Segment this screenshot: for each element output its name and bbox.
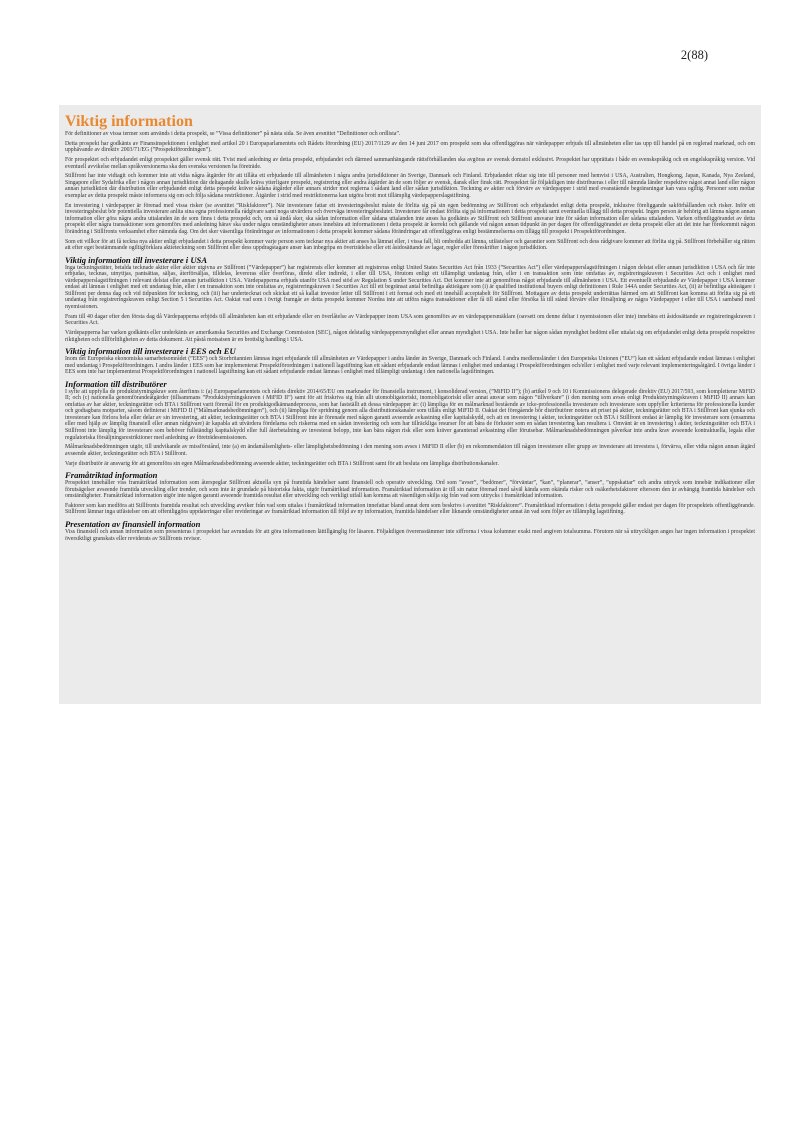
section-paragraph: Viss finansiell och annan information som presenteras i prospektet har avrundats för att göra informationen lättillgänglig för läsaren. Följaktligen överensstämmer inte siffrorna i vissa kolumner exakt med angiven totalsumma. Förutom när så uttryckligen anges har ingen information i prospektet översiktligt granskats eller reviderats av Stillfronts revisor. xyxy=(65,529,755,542)
section-paragraph: Fram till 40 dagar efter den första dag då Värdepapperna erbjöds till allmänheten kan ett erbjudande eller en överlåtelse av Värdepapper inom USA som genomförs av en värdepappersmäklare (oavsett om denne deltar i nyemissionen eller inte) innebära ett åsidosättande av registreringskraven i Securities Act. xyxy=(65,313,755,327)
section-title-ees-eu: Viktig information till investerare i EES och EU xyxy=(65,346,236,357)
section-paragraph: Prospektet innehåller viss framåtriktad information som återspeglar Stillfront aktuella syn på framtida händelser samt finansiell och operativ utveckling. Ord som ”avser”, ”bedömer”, ”förväntar”, ”kan”, ”planerar”, ”anser”, ”uppskattar” och andra uttryck som innebär indikationer eller förutsägelser avseende framtida utveckling eller trender, och som inte är grundade på historiska fakta, utgör framåtriktad information. Framåtriktad information är till sin natur förenad med såväl kända som okända risker och osäkerhetsfaktorer eftersom den är avhängig framtida händelser och omständigheter. Framåtriktad information utgör inte någon garanti avseende framtida resultat eller utveckling och verkligt utfall kan komma att väsentligen skilja sig från vad som uttrycks i framåtriktad information. xyxy=(65,480,755,500)
intro-paragraph: För definitioner av vissa termer som används i detta prospekt, se ”Vissa definitioner” på nästa sida. Se även avsnittet ”Definitioner och ordlista”. xyxy=(65,131,401,137)
section-paragraph: Faktorer som kan medföra att Stillfronts framtida resultat och utveckling avviker från vad som uttalas i framåtriktad information innefattar bland annat dem som beskrivs i avsnittet ”Riskfaktorer”. Framåtriktad information i detta prospekt gäller endast per dagen för prospektets offentliggörande. Stillfront lämnar inga utfästelser om att offentliggöra uppdateringar eller revideringar av framåtriktad information till följd av ny information, framtida händelser eller liknande omständigheter annat än vad som följer av tillämplig lagstiftning. xyxy=(65,502,755,516)
section-title-forward-looking: Framåtriktad information xyxy=(65,470,158,481)
section-paragraph: Inga teckningsrätter, betalda tecknade aktier eller aktier utgivna av Stillfront (”Värdepapper”) har registrerats eller kommer att registreras enligt United States Securities Act från 1933 (”Securities Act”) eller värdepapperslagstiftningen i någon delstat eller annan jurisdiktion i USA och får inte erbjudas, tecknas, utnyttjas, pantsättas, säljas, återförsäljas, tilldelas, levereras eller överföras, direkt eller indirekt, i eller till USA, förutom enligt ett tillämpligt undantag från, eller i en transaktion som inte omfattas av, registreringskraven i Securities Act och i enlighet med värdepapperslagstiftningen i relevant delstat eller annan jurisdiktion i USA. Värdepapperna erbjuds utanför USA med stöd av Regulation S under Securities Act. Det kommer inte att genomföras något erbjudande till allmänheten i USA. Ett eventuellt erbjudande av Värdepapper i USA kommer endast att lämnas i enlighet med ett undantag från, eller i en transaktion som inte omfattas av, registreringskraven i Securities Act till ett begränsat antal befintliga aktieägare som (i) är qualified institutional buyers enligt definitionen i Rule 144A under Securities Act, (ii) är befintliga aktieägare i Stillfront per denna dag och vid tidpunkten för teckning, och (iii) har undertecknat och skickat ett så kallat investor letter till Stillfront i ett format och med ett innehåll acceptabelt för Stillfront. Mottagare av detta prospekt underrättas härmed om att Stillfront kan komma att förlita sig på ett undantag från registreringskraven enligt Section 5 i Securities Act. Oaktat vad som i övrigt framgår av detta prospekt kommer Nordea inte att utföra några transaktioner eller få till stånd eller försöka få till stånd förvärv eller försäljning av några Värdepapper i eller till USA i samband med nyemissionen. xyxy=(65,264,755,310)
section-title-usa: Viktig information till investerare i USA xyxy=(65,254,208,265)
intro-paragraph: Detta prospekt har godkänts av Finansinspektionen i enlighet med artikel 20 i Europaparlamentets och Rådets förordning (EU) 2017/1129 av den 14 juni 2017 om prospekt som ska offentliggöras när värdepapper erbjuds till allmänheten eller tas upp till handel på en reglerad marknad, och om upphävande av direktiv 2003/71/EG (”Prospektförordningen”). xyxy=(65,140,755,154)
section-title-financial-presentation: Presentation av finansiell information xyxy=(65,519,201,530)
section-paragraph: I syfte att uppfylla de produktstyrningskrav som återfinns i: (a) Europaparlamentets och rådets direktiv 2014/65/EU om marknader för finansiella instrument, i konsoliderad version, (”MiFID II”); (b) artikel 9 och 10 i Kommissionens delegerade direktiv (EU) 2017/593, som kompletterar MiFID II; och (c) nationella genomförandeåtgärder (tillsammans ”Produktstyrningskraven i MiFID II”) samt för att friskriva sig från allt utomobligatoriskt, inomobligatoriskt eller annat ansvar som någon ”tillverkare” (i den mening som avses enligt Produktstyrningskraven i MiFID II) annars kan omfattas av har aktier, teckningsrätter och BTA i Stillfront varit föremål för en produktgodkännandeprocess, som har fastställt att dessa värdepapper är: (i) lämpliga för en målmarknad bestående av icke-professionella investerare och investerare som uppfyller kriterierna för professionella kunder och godtagbara motparter, såsom definierat i MiFID II (”Målmarknadsbedömningen”), och (ii) lämpliga för spridning genom alla distributionskanaler som tillåts enligt MiFID II. Oaktat det föregående bör distributörer notera att priset på aktier, teckningsrätter och BTA i Stillfront kan sjunka och investerare kan förlora hela eller delar av sin investering, att aktier, teckningsrätter och BTA i Stillfront inte är förenade med någon garanti avseende avkastning eller kapitalskydd, och att en investering i aktier, teckningsrätter och BTA i Stillfront endast är lämplig för investerare som (ensamma eller med hjälp av lämplig finansiell eller annan rådgivare) är kapabla att utvärdera fördelarna och riskerna med en sådan investering och som har tillräckliga resurser för att bära de förluster som en sådan investering kan resultera i. Omvänt är en investering i aktier, teckningsrätter och BTA i Stillfront inte lämplig för investerare som behöver fullständigt kapitalskydd eller full återbetalning av investerat belopp, inte kan bära någon risk eller som kräver garanterad avkastning eller förutsebar. Målmarknadsbedömningen påverkar inte andra krav avseende kontraktuella, legala eller regulatoriska försäljningsrestriktioner med anledning av företrädesemissionen. xyxy=(65,388,755,441)
section-paragraph: Inom det Europeiska ekonomiska samarbetsområdet (”EES”) och Storbritannien lämnas inget erbjudande till allmänheten av Värdepapper i andra länder än Sverige, Danmark och Finland. I andra medlemsländer i den Europeiska Unionen (”EU”) kan ett sådant erbjudande endast lämnas i enlighet med undantag i Prospektförordningen. I andra länder i EES som har implementerat Prospektförordningen i nationell lagstiftning kan ett sådant erbjudande endast lämnas i enlighet med undantag i Prospektförordningen och/eller i enlighet med varje relevant implementeringsåtgärd. I övriga länder i EES som inte har implementerat Prospektförordningen i nationell lagstiftning kan ett sådant erbjudande endast lämnas i enlighet med tillämpligt undantag i den nationella lagstiftningen. xyxy=(65,356,755,376)
important-information-panel xyxy=(59,105,761,704)
page-number: 2(88) xyxy=(680,48,708,62)
intro-paragraph: En investering i värdepapper är förenad med vissa risker (se avsnittet ”Riskfaktorer”). När investerare fattar ett investeringsbeslut måste de förlita sig på sin egen bedömning av Stillfront och erbjudandet enligt detta prospekt, inklusive föreliggande sakförhållanden och risker. Inför ett investeringsbeslut bör potentiella investerare anlita sina egna professionella rådgivare samt noga utvärdera och överväga investeringsbeslutet. Investerare får endast förlita sig på informationen i detta prospekt samt eventuella tillägg till detta prospekt. Ingen person är behörig att lämna någon annan information eller göra några andra uttalanden än de som finns i detta prospekt och, om så ändå sker, ska sådan information eller sådana uttalanden inte anses ha godkänts av Stillfront och Stillfront ansvarar inte för sådan information eller sådana uttalanden. Varken offentliggörandet av detta prospekt eller några transaktioner som genomförs med anledning härav ska under några omständigheter anses innebära att informationen i detta prospekt är korrekt och gällande vid någon annan tidpunkt än per dagen för offentliggörandet av detta prospekt eller att det inte har förekommit någon förändring i Stillfronts verksamhet efter nämnda dag. Om det sker väsentliga förändringar av informationen i detta prospekt kommer sådana förändringar att offentliggöras enligt bestämmelserna om tillägg till prospekt i Prospektförordningen. xyxy=(65,202,755,235)
intro-paragraph: För prospektet och erbjudandet enligt prospektet gäller svensk rätt. Tvist med anledning av detta prospekt, erbjudandet och därmed sammanhängande rättsförhållanden ska avgöras av svensk domstol exklusivt. Prospektet har upprättats i både en svenskspråkig och en engelskspråkig version. Vid eventuell avvikelse mellan språkversionerna ska den svenska versionen ha företräde. xyxy=(65,157,755,170)
intro-paragraph: Som ett villkor för att få teckna nya aktier enligt erbjudandet i detta prospekt kommer varje person som tecknar nya aktier att anses ha lämnat eller, i vissa fall, bli ombedda att lämna, utfästelser och garantier som Stillfront och dess rådgivare kommer att förlita sig på. Stillfront förbehåller sig rätten att efter eget bestämmande ogiltigförklara aktieteckning som Stillfront eller dess uppdragstagare anser kan inbegripa en överträdelse eller ett åsidosättande av lagar, regler eller föreskrifter i någon jurisdiktion. xyxy=(65,238,755,252)
section-paragraph: Varje distributör är ansvarig för att genomföra sin egen Målmarknadsbedömning avseende aktier, teckningsrätter och BTA i Stillfront samt för att besluta om lämpliga distributionskanaler. xyxy=(65,460,499,467)
page-title: Viktig information xyxy=(65,113,193,130)
section-paragraph: Målmarknadsbedömningen utgör, till undvikande av missförstånd, inte (a) en ändamålsenlighets- eller lämplighetsbedömning i den mening som avses i MiFID II eller (b) en rekommendation till någon investerare eller grupp av investerare att investera i, förvärva, eller vidta någon annan åtgärd avseende aktier, teckningsrätter och BTA i Stillfront. xyxy=(65,444,755,457)
intro-paragraph: Stillfront har inte vidtagit och kommer inte att vidta några åtgärder för att tillåta ett erbjudande till allmänheten i några andra jurisdiktioner än Sverige, Danmark och Finland. Erbjudandet riktar sig inte till personer med hemvist i USA, Australien, Hongkong, Japan, Kanada, Nya Zeeland, Singapore eller Sydafrika eller i någon annan jurisdiktion där deltagande skulle kräva ytterligare prospekt, registrering eller andra åtgärder än de som följer av svensk, dansk eller finsk rätt. Prospektet får följaktligen inte distribueras i eller till nämnda länder respektive något annat land eller någon annan jurisdiktion där distribution eller erbjudandet enligt detta prospekt kräver sådana åtgärder eller annars strider mot reglerna i sådant land eller sådan jurisdiktion. Teckning av aktier och förvärv av värdepapper i strid med ovanstående begränsningar kan vara ogiltig. Personer som mottar exemplar av detta prospekt måste informera sig om och följa sådana restriktioner. Åtgärder i strid med restriktionerna kan utgöra brott mot tillämplig värdepapperslagstiftning. xyxy=(65,173,755,199)
section-title-distributors: Information till distributörer xyxy=(65,378,167,389)
section-paragraph: Värdepapperna har varken godkänts eller underkänts av amerikanska Securities and Exchange Commission (SEC), någon delstatlig värdepappersmyndighet eller annan myndighet i USA. Inte heller har någon sådan myndighet bedömt eller uttalat sig om erbjudandet enligt detta prospekt respektive riktigheten och tillförlitligheten av detta dokument. Att påstå motsatsen är en brottslig handling i USA. xyxy=(65,329,755,343)
